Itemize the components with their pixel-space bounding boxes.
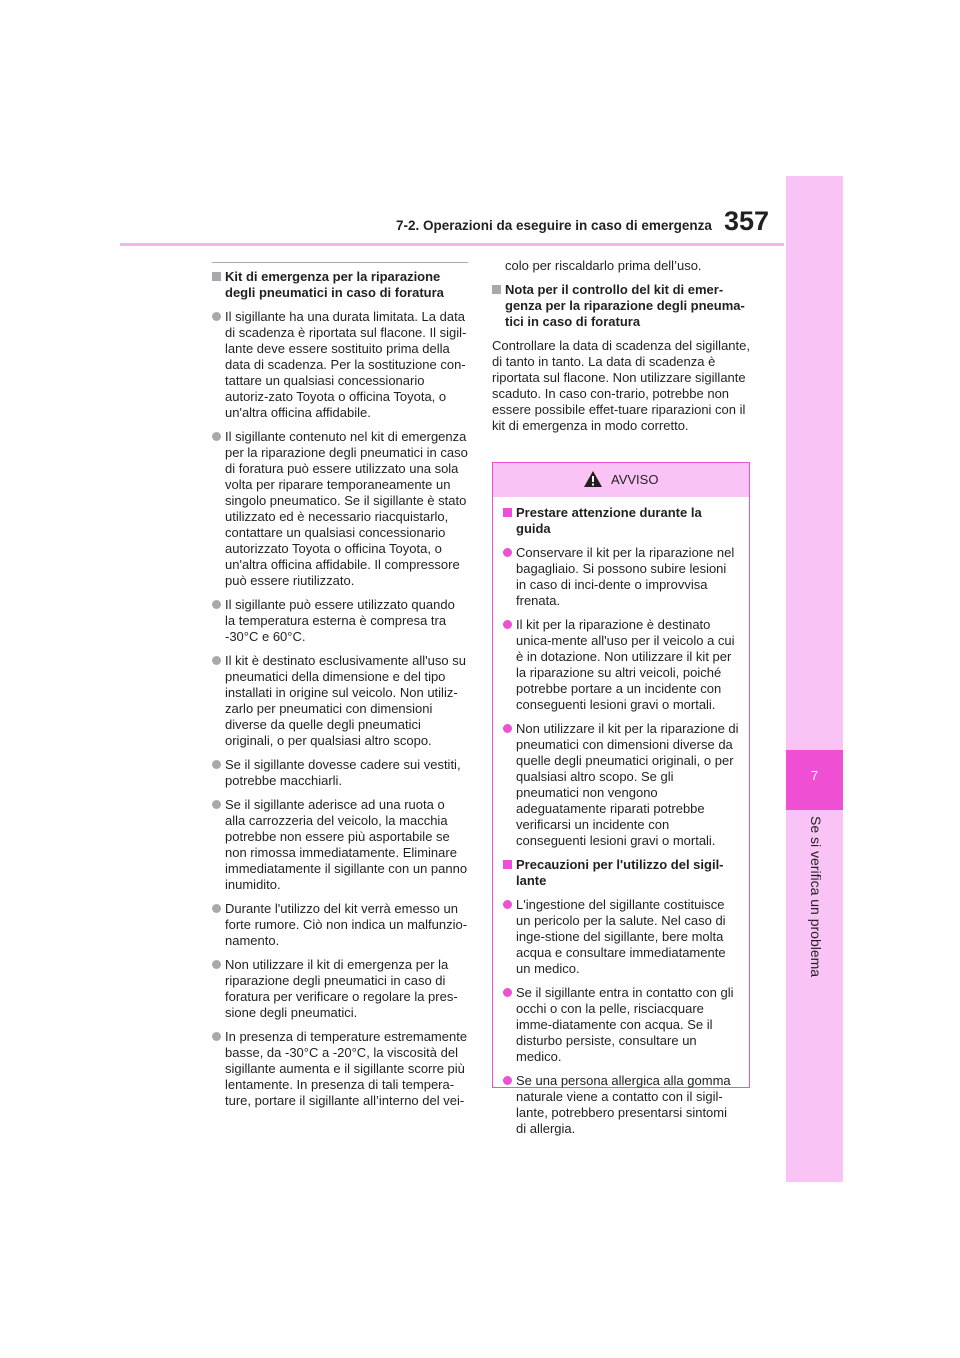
- bullet-icon: [212, 904, 221, 913]
- list-item-text: Non utilizzare il kit di emergenza per la riparazione degli pneumatici in caso di foratura per verificare o regolare la pres-sione degli pneumatici.: [225, 957, 458, 1020]
- bullet-icon: [212, 432, 221, 441]
- list-item-text: Non utilizzare il kit per la riparazione di pneumatici con dimensioni diverse da quelle degli pneumatici originali, o per qualsiasi altro scopo. Se gli pneumatici non vengono adeguatamente riparati potrebbe verificarsi un incidente con conseguenti lesioni gravi o mortali.: [516, 721, 739, 848]
- list-item-text: Se il sigillante aderisce ad una ruota o alla carrozzeria del veicolo, la macchia potrebbe non essere più asportabile se non rimossa immediatamente. Eliminare immediatamente il sigillante con un panno inumidito.: [225, 797, 468, 892]
- list-item-text: Il kit è destinato esclusivamente all'uso su pneumatici della dimensione e del tipo installati in origine sul veicolo. Non utiliz-zarlo per pneumatici con dimensioni diverse da quelle degli pneumatici originali, o per qualsiasi altro scopo.: [225, 653, 466, 748]
- list-item-text: Se il sigillante entra in contatto con gli occhi o con la pelle, risciacquare imme-diatamente con acqua. Se il disturbo persiste, consultare un medico.: [516, 985, 734, 1064]
- list-item: [212, 1029, 468, 1109]
- warning-section-heading-text: Prestare attenzione durante la guida: [516, 505, 702, 536]
- list-item: [212, 309, 468, 421]
- bullet-icon: [212, 800, 221, 809]
- bullet-icon: [503, 620, 512, 629]
- square-bullet-icon: [503, 860, 512, 869]
- list-item-text: Il sigillante contenuto nel kit di emergenza per la riparazione degli pneumatici in caso di foratura può essere utilizzato una sola volta per riparare temporaneamente un singolo pneumatico. Se il sigillante è stato utilizzato ed è necessario riacquistarlo, contattare un qualsiasi concessionario autorizzato Toyota o officina Toyota, o un'altra officina affidabile. Il compressore può essere riutilizzato.: [225, 429, 468, 588]
- warning-title: AVVISO: [611, 472, 659, 487]
- warning-section-heading: [503, 857, 739, 889]
- warning-box: [492, 462, 750, 1136]
- list-item-text: Durante l'utilizzo del kit verrà emesso un forte rumore. Ciò non indica un malfunzio-namento.: [225, 901, 468, 948]
- bullet-icon: [503, 724, 512, 733]
- chapter-side-tab: [786, 176, 843, 1182]
- section-title: 7-2. Operazioni da eseguire in caso di emergenza: [396, 218, 712, 233]
- list-item: [503, 721, 739, 849]
- list-item: [503, 1073, 739, 1137]
- paragraph: Controllare la data di scadenza del sigillante, di tanto in tanto. La data di scadenza è riportata sul flacone. Non utilizzare sigillante scaduto. In caso con-trario, potrebbe non essere possibile effet-tuare riparazioni con il kit di emergenza in modo corretto.: [492, 338, 750, 433]
- list-item-text: Se il sigillante dovesse cadere sui vestiti, potrebbe macchiarli.: [225, 757, 461, 788]
- header-rule: [120, 243, 784, 246]
- right-column: [492, 258, 754, 442]
- list-item: [212, 901, 468, 949]
- bullet-icon: [503, 1076, 512, 1085]
- bullet-icon: [212, 960, 221, 969]
- square-bullet-icon: [212, 272, 221, 281]
- section-heading: [212, 269, 468, 301]
- list-item: [212, 429, 468, 589]
- list-item-text: Se una persona allergica alla gomma naturale viene a contatto con il sigil-lante, potrebbero presentarsi sintomi di allergia.: [516, 1073, 731, 1136]
- list-item-text: Il sigillante ha una durata limitata. La data di scadenza è riportata sul flacone. Il sigil-lante deve essere sostituito prima della data di scadenza. Per la sostituzione con-tattare un qualsiasi concessionario autoriz-zato Toyota o officina Toyota, o un'altra officina affidabile.: [225, 309, 467, 420]
- bullet-icon: [212, 1032, 221, 1041]
- continued-text: colo per riscaldarlo prima dell’uso.: [505, 258, 702, 273]
- list-item: [212, 597, 468, 645]
- warning-triangle-icon: [583, 470, 603, 488]
- list-item-text: L'ingestione del sigillante costituisce un pericolo per la salute. Nel caso di inge-stione del sigillante, bere molta acqua e consultare immediatamente un medico.: [516, 897, 726, 976]
- bullet-icon: [503, 548, 512, 557]
- list-item: [212, 957, 468, 1021]
- list-item: [503, 545, 739, 609]
- square-bullet-icon: [492, 285, 501, 294]
- section-divider: [212, 262, 468, 263]
- page-number: 357: [724, 206, 770, 236]
- list-item: [212, 797, 468, 893]
- bullet-icon: [212, 312, 221, 321]
- list-item-text: Il sigillante può essere utilizzato quando la temperatura esterna è compresa tra -30°C e 60°C.: [225, 597, 455, 644]
- list-item: [503, 617, 739, 713]
- left-column: [212, 262, 468, 1117]
- section-heading: [492, 282, 754, 330]
- list-item-text: Conservare il kit per la riparazione nel bagagliaio. Si possono subire lesioni in caso di inci-dente o improvvisa frenata.: [516, 545, 735, 608]
- list-item: [212, 757, 468, 789]
- bullet-icon: [212, 600, 221, 609]
- bullet-icon: [503, 988, 512, 997]
- warning-section-heading-text: Precauzioni per l'utilizzo del sigil-lante: [516, 857, 724, 888]
- bullet-icon: [212, 656, 221, 665]
- section-heading-text: Kit di emergenza per la riparazione degli pneumatici in caso di foratura: [225, 269, 444, 300]
- bullet-icon: [503, 900, 512, 909]
- list-item-text: Il kit per la riparazione è destinato unica-mente all'uso per il veicolo a cui è in dotazione. Non utilizzare il kit per la riparazione su altri veicoli, poiché potrebbe portare a un incidente con conseguenti lesioni gravi o mortali.: [516, 617, 735, 712]
- list-item-text: In presenza di temperature estremamente basse, da -30°C a -20°C, la viscosità del sigillante aumenta e il sigillante scorre più lentamente. In presenza di tali tempera-ture, portare il sigillante all’interno del vei-: [225, 1029, 468, 1108]
- square-bullet-icon: [503, 508, 512, 517]
- chapter-title: Se si verifica un problema: [808, 816, 824, 978]
- chapter-number: 7: [810, 768, 819, 783]
- warning-section-heading: [503, 505, 739, 537]
- list-item: [503, 985, 739, 1065]
- list-item: [503, 897, 739, 977]
- section-heading-text: Nota per il controllo del kit di emer-genza per la riparazione degli pneuma-tici in caso di foratura: [505, 282, 745, 329]
- bullet-icon: [212, 760, 221, 769]
- warning-body: [493, 497, 749, 1137]
- list-item: [212, 653, 468, 749]
- warning-header: [493, 463, 749, 497]
